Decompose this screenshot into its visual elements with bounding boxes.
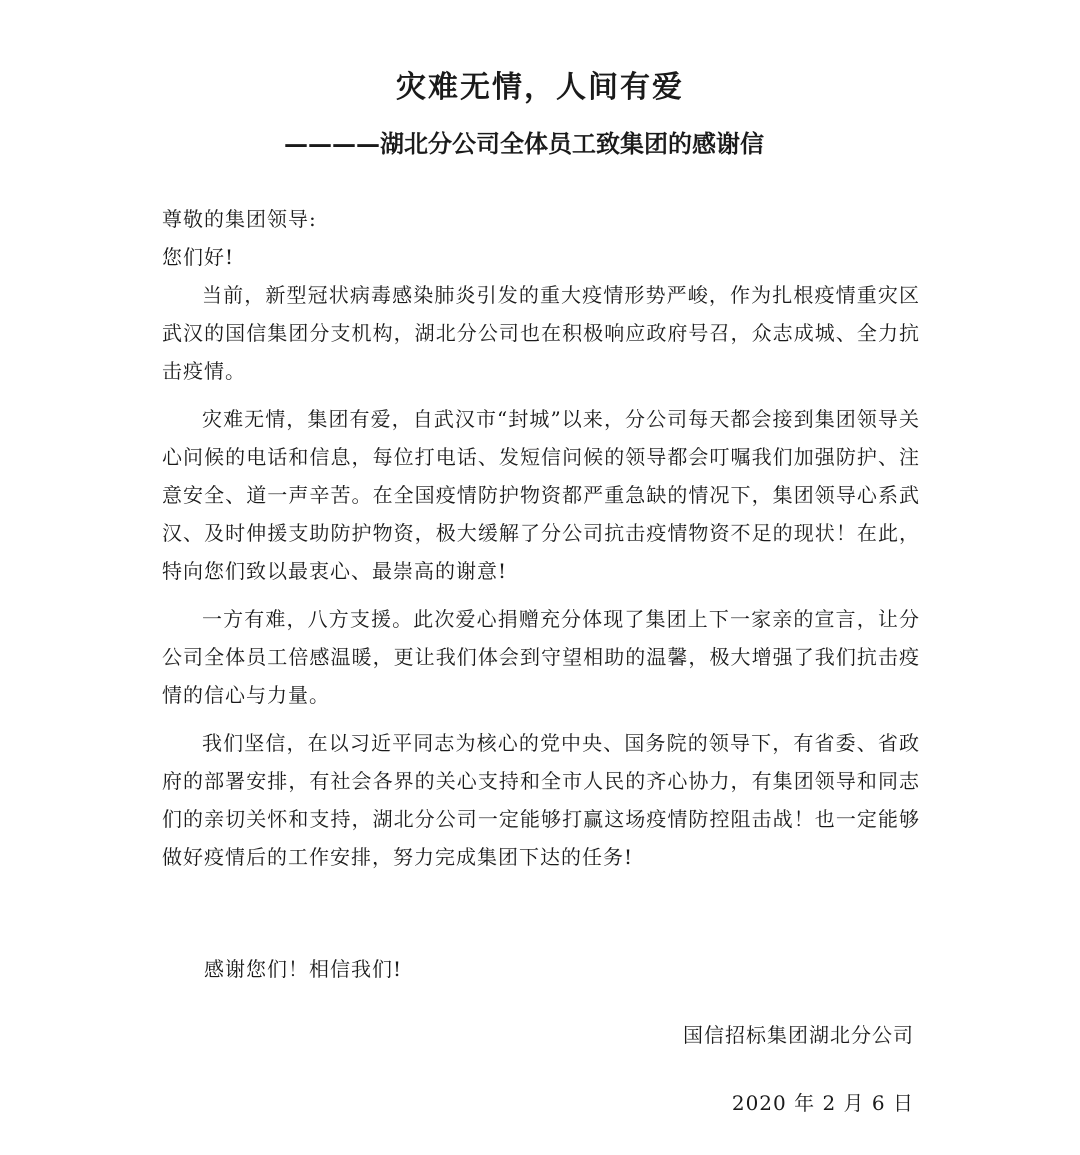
signer: 国信招标集团湖北分公司 xyxy=(683,1023,914,1047)
letter-title: 灾难无情，人间有爱 xyxy=(396,70,684,105)
paragraph-1: 当前，新型冠状病毒感染肺炎引发的重大疫情形势严峻，作为扎根疫情重灾区武汉的国信集团分支机构，湖北分公司也在积极响应政府号召，众志成城、全力抗击疫情。 xyxy=(162,283,920,383)
greeting: 您们好! xyxy=(162,245,235,269)
letter-subtitle: ————湖北分公司全体员工致集团的感谢信 xyxy=(284,129,764,158)
paragraph-4: 我们坚信，在以习近平同志为核心的党中央、国务院的领导下，有省委、省政府的部署安排，有社会各界的关心支持和全市人民的齐心协力，有集团领导和同志们的亲切关怀和支持，湖北分公司一定能够打赢这场疫情防控阻击战！也一定能够做好疫情后的工作安排，努力完成集团下达的任务! xyxy=(162,731,920,869)
closing-line: 感谢您们！相信我们! xyxy=(204,957,403,981)
letter-body xyxy=(162,200,920,886)
salutation: 尊敬的集团领导: xyxy=(162,207,317,231)
paragraph-2: 灾难无情，集团有爱，自武汉市“封城”以来，分公司每天都会接到集团领导关心问候的电话和信息，每位打电话、发短信问候的领导都会叮嘱我们加强防护、注意安全、道一声辛苦。在全国疫情防护物资都严重急缺的情况下，集团领导心系武汉、及时伸援支助防护物资，极大缓解了分公司抗击疫情物资不足的现状！在此，特向您们致以最衷心、最崇高的谢意! xyxy=(162,407,920,583)
letter-date: 2020 年 2 月 6 日 xyxy=(731,1091,914,1115)
paragraph-3: 一方有难，八方支援。此次爱心捐赠充分体现了集团上下一家亲的宣言，让分公司全体员工倍感温暖，更让我们体会到守望相助的温馨，极大增强了我们抗击疫情的信心与力量。 xyxy=(162,607,920,707)
